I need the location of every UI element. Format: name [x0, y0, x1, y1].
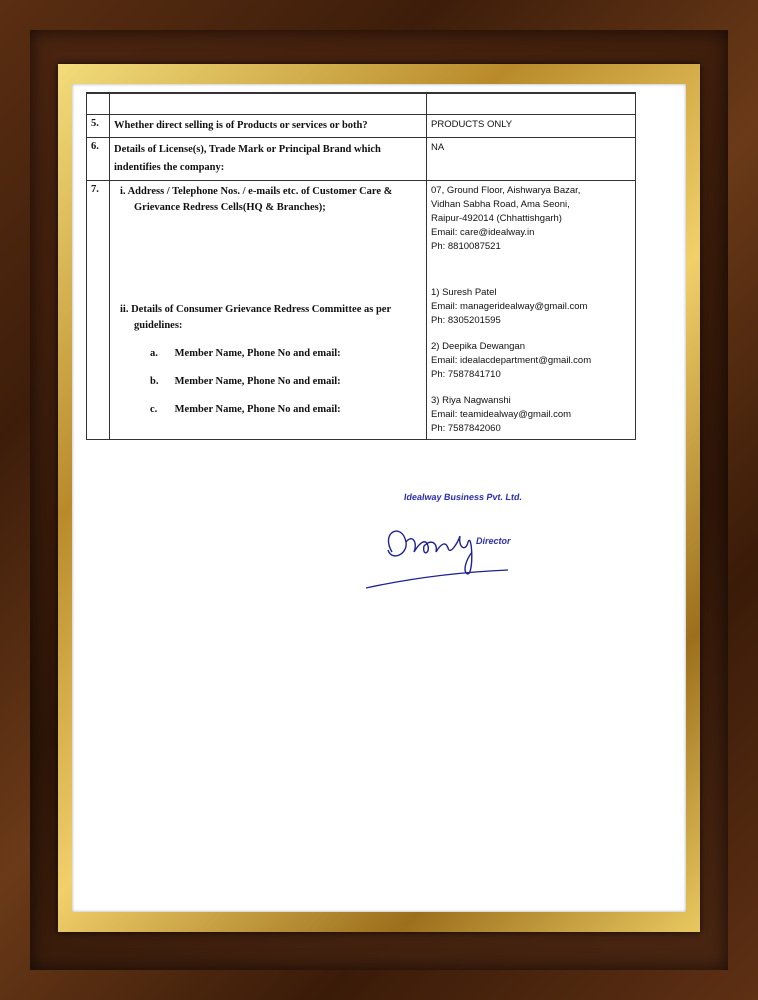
company-stamp: Idealway Business Pvt. Ltd. — [403, 492, 523, 502]
question-part-i: i. Address / Telephone Nos. / e-mails etc. of Customer Care & Grievance Redress Cells(HQ & Branches); — [120, 186, 393, 213]
address-block: 07, Ground Floor, Aishwarya Bazar, Vidhan Sabha Road, Ama Seoni, Raipur-492014 (Chhattishgarh) Email: care@idealway.in Ph: 8810087521 — [431, 185, 581, 252]
disclosure-table — [86, 92, 636, 440]
document-body — [86, 92, 634, 546]
row-answer: NA — [427, 138, 636, 181]
document-page — [72, 84, 686, 912]
question-part-ii: ii. Details of Consumer Grievance Redress Committee as per guidelines: — [120, 304, 391, 331]
committee-member-3: 3) Riya Nagwanshi Email: teamidealway@gmail.com Ph: 7587842060 — [431, 395, 572, 434]
table-row-6 — [87, 138, 636, 181]
table-header-row — [87, 93, 636, 115]
row-answer — [427, 181, 636, 440]
row-number: 7. — [87, 181, 110, 440]
table-row-7 — [87, 181, 636, 440]
committee-member-1: 1) Suresh Patel Email: manageridealway@gmail.com Ph: 8305201595 — [431, 287, 588, 326]
row-question: Whether direct selling is of Products or services or both? — [110, 115, 427, 138]
member-c: c. Member Name, Phone No and email: — [150, 404, 341, 415]
row-answer: PRODUCTS ONLY — [427, 115, 636, 138]
director-title: Director — [476, 536, 511, 546]
row-number: 5. — [87, 115, 110, 138]
row-question: Details of License(s), Trade Mark or Principal Brand which indentifies the company: — [110, 138, 427, 181]
row-number: 6. — [87, 138, 110, 181]
table-row-5 — [87, 115, 636, 138]
committee-member-2: 2) Deepika Dewangan Email: idealacdepartment@gmail.com Ph: 7587841710 — [431, 341, 592, 380]
signature-mark — [362, 512, 512, 592]
member-a: a. Member Name, Phone No and email: — [150, 348, 341, 359]
member-b: b. Member Name, Phone No and email: — [150, 376, 341, 387]
row-question — [110, 181, 427, 440]
